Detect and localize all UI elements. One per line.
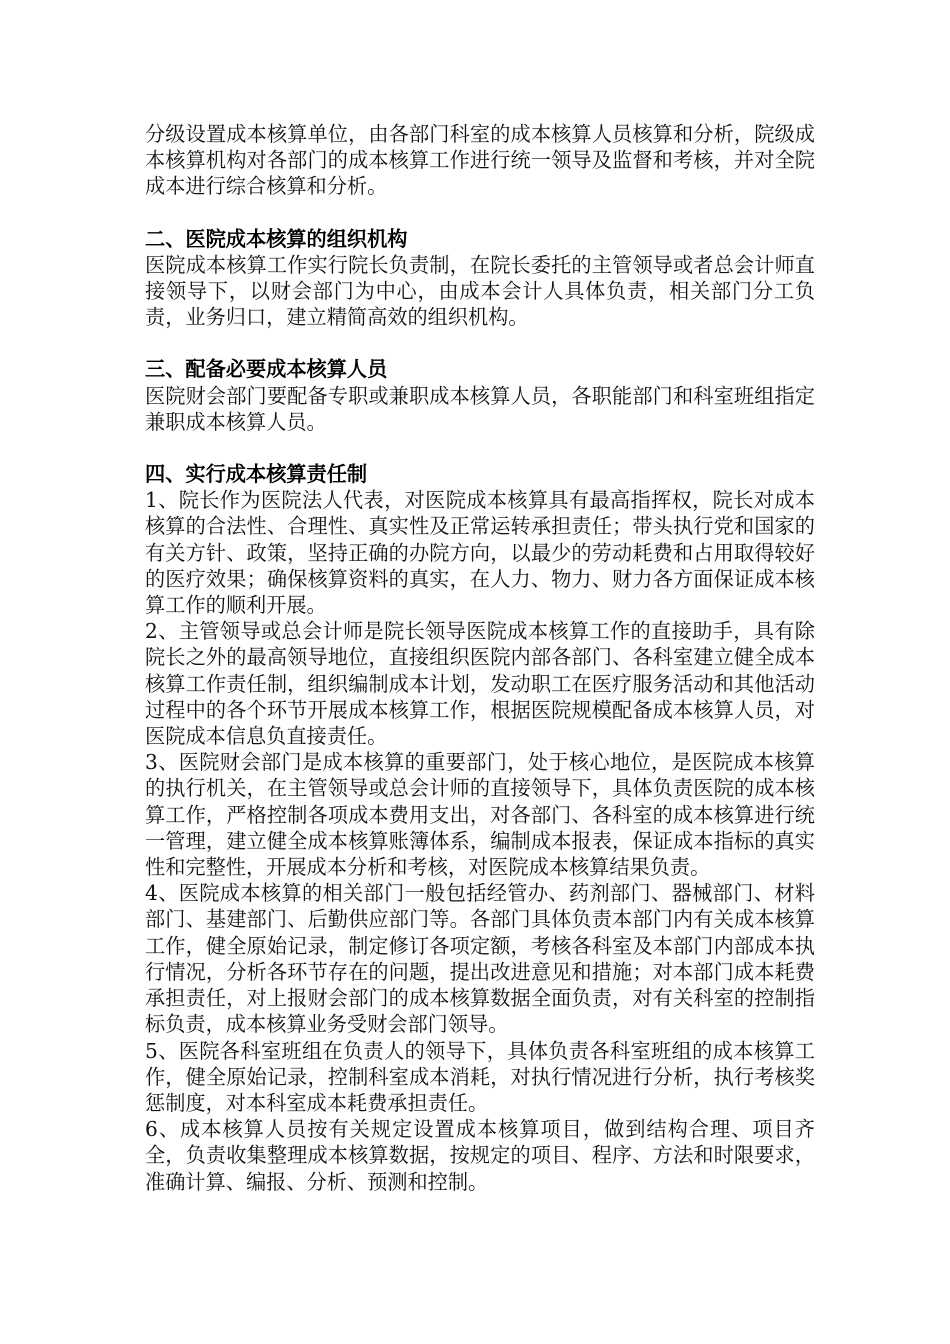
section-heading: 三、配备必要成本核算人员 bbox=[145, 357, 388, 382]
numbered-paragraph: 6、成本核算人员按有关规定设置成本核算项目，做到结构合理、项目齐全，负责收集整理成本核算数据，按规定的项目、程序、方法和时限要求，准确计算、编报、分析、预测和控制。 bbox=[145, 1117, 815, 1194]
section-responsibility bbox=[145, 461, 815, 1195]
intro-paragraph: 分级设置成本核算单位，由各部门科室的成本核算人员核算和分析，院级成本核算机构对各部门的成本核算工作进行统一领导及监督和考核，并对全院成本进行综合核算和分析。 bbox=[145, 122, 815, 199]
numbered-paragraph: 3、医院财会部门是成本核算的重要部门，处于核心地位，是医院成本核算的执行机关，在主管领导或总会计师的直接领导下，具体负责医院的成本核算工作，严格控制各项成本费用支出，对各部门、各科室的成本核算进行统一管理，建立健全成本核算账簿体系，编制成本报表，保证成本指标的真实性和完整性，开展成本分析和考核，对医院成本核算结果负责。 bbox=[145, 750, 815, 880]
section-paragraph: 医院成本核算工作实行院长负责制，在院长委托的主管领导或者总会计师直接领导下，以财会部门为中心，由成本会计人具体负责，相关部门分工负责，业务归口，建立精简高效的组织机构。 bbox=[145, 252, 815, 330]
numbered-paragraph: 1、院长作为医院法人代表，对医院成本核算具有最高指挥权，院长对成本核算的合法性、合理性、真实性及正常运转承担责任；带头执行党和国家的有关方针、政策，坚持正确的办院方向，以最少的劳动耗费和占用取得较好的医疗效果；确保核算资料的真实，在人力、物力、财力各方面保证成本核算工作的顺利开展。 bbox=[145, 488, 815, 618]
section-heading: 四、实行成本核算责任制 bbox=[145, 462, 368, 487]
section-heading: 二、医院成本核算的组织机构 bbox=[145, 226, 408, 251]
numbered-paragraph: 4、医院成本核算的相关部门一般包括经管办、药剂部门、器械部门、材料部门、基建部门、后勤供应部门等。各部门具体负责本部门内有关成本核算工作，健全原始记录，制定修订各项定额，考核各科室及本部门内部成本执行情况，分析各环节存在的问题，提出改进意见和措施；对本部门成本耗费承担责任，对上报财会部门的成本核算数据全面负责，对有关科室的控制指标负责，成本核算业务受财会部门领导。 bbox=[145, 881, 815, 1037]
section-organization bbox=[145, 226, 815, 331]
numbered-paragraph: 2、主管领导或总会计师是院长领导医院成本核算工作的直接助手，具有除院长之外的最高领导地位，直接组织医院内部各部门、各科室建立健全成本核算工作责任制，组织编制成本计划，发动职工在医疗服务活动和其他活动过程中的各个环节开展成本核算工作，根据医院规模配备成本核算人员，对医院成本信息负直接责任。 bbox=[145, 619, 815, 749]
numbered-paragraph: 5、医院各科室班组在负责人的领导下，具体负责各科室班组的成本核算工作，健全原始记录，控制科室成本消耗，对执行情况进行分析，执行考核奖惩制度，对本科室成本耗费承担责任。 bbox=[145, 1038, 815, 1115]
section-staffing bbox=[145, 356, 815, 435]
document-page bbox=[145, 121, 815, 1195]
section-paragraph: 医院财会部门要配备专职或兼职成本核算人员，各职能部门和科室班组指定兼职成本核算人员。 bbox=[145, 383, 815, 434]
